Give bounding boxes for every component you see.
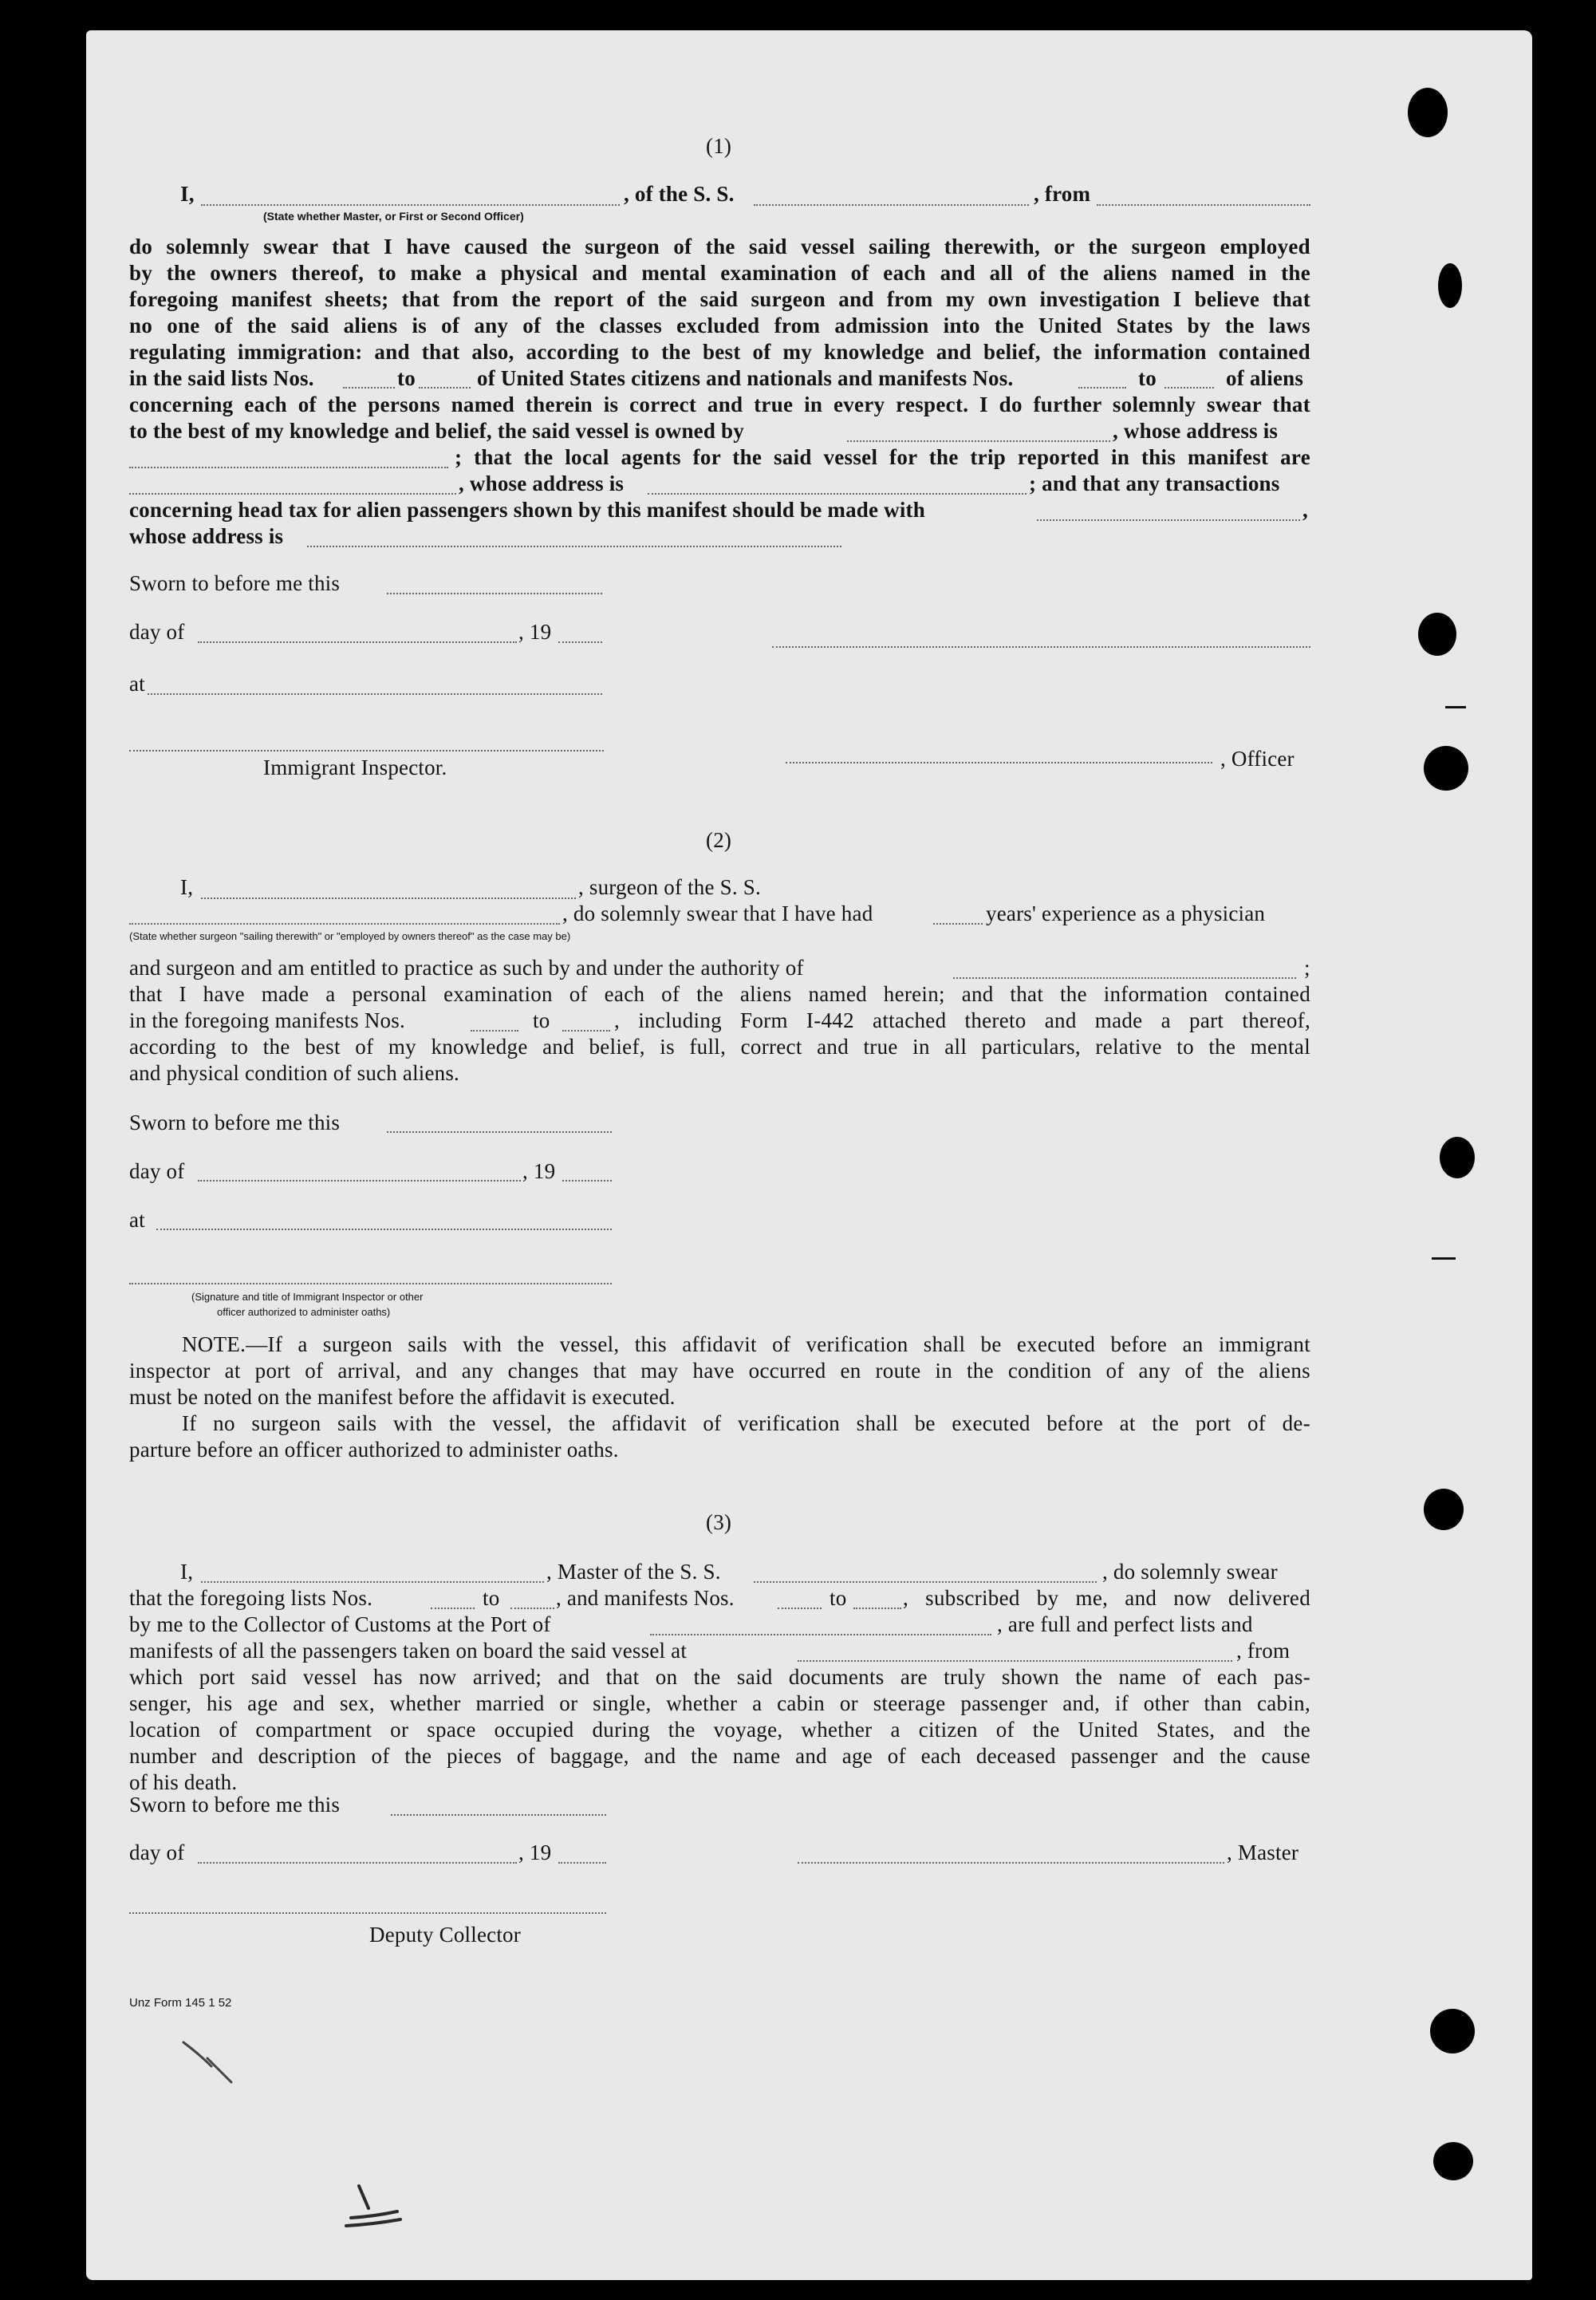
oath-text: I, (180, 875, 194, 899)
note-line: inspector at port of arrival, and any changes that may have occurred en route in the condition of any of the aliens (129, 1359, 1310, 1383)
blank-line (198, 1180, 521, 1182)
oath-text: to (533, 1008, 550, 1032)
blank-line (198, 641, 517, 643)
oath-text: to (1138, 366, 1157, 390)
oath-text: , do solemnly swear (1102, 1560, 1278, 1584)
oath-text: , from (1034, 182, 1091, 206)
oath-line: ; that the local agents for the said vessel for the trip reported in this manifest are (455, 445, 1310, 469)
master-label: , Master (1227, 1840, 1299, 1864)
day-label: day of (129, 620, 185, 644)
oath-text: , (1302, 498, 1308, 522)
blank-line (201, 1581, 544, 1583)
oath-line: no one of the said aliens is of any of the classes excluded from admission into the United States by the laws (129, 314, 1310, 337)
signature-line (129, 1912, 606, 1914)
blank-line (558, 1862, 606, 1864)
year-label: , 19 (518, 620, 552, 644)
oath-text: manifests of all the passengers taken on board the said vessel at (129, 1639, 688, 1663)
blank-line (778, 1608, 822, 1609)
at-label: at (129, 1208, 145, 1232)
blank-line (129, 493, 456, 495)
blank-line (148, 693, 602, 695)
oath-text: in the foregoing manifests Nos. (129, 1008, 405, 1032)
day-label: day of (129, 1840, 185, 1864)
signature-line (129, 1283, 612, 1284)
scan-mark (1445, 706, 1466, 708)
blank-line (129, 923, 560, 925)
blank-line (754, 204, 1029, 206)
blank-line (419, 387, 471, 389)
oath-text: whose address is (129, 524, 284, 548)
binder-hole (32, 767, 56, 795)
blank-line (853, 1608, 901, 1609)
blank-line (343, 387, 395, 389)
oath-text: , Master of the S. S. (546, 1560, 721, 1584)
binder-hole (1418, 613, 1456, 656)
oath-line: by the owners thereof, to make a physical and mental examination of each and all of the aliens named in the (129, 261, 1310, 285)
year-label: , 19 (522, 1159, 556, 1183)
oath-text: of aliens (1226, 366, 1304, 390)
blank-line (129, 467, 448, 468)
oath-text: years' experience as a physician (986, 901, 1266, 925)
oath-line: according to the best of my knowledge and belief, is full, correct and true in all particulars, relative to the mental (129, 1035, 1310, 1059)
oath-text: , are full and perfect lists and (997, 1612, 1253, 1636)
signature-caption: officer authorized to administer oaths) (217, 1306, 391, 1318)
oath-text: of United States citizens and nationals and manifests Nos. (477, 366, 1014, 390)
oath-text: , and manifests Nos. (556, 1586, 735, 1610)
pencil-mark (175, 2034, 255, 2090)
note-line: If no surgeon sails with the vessel, the affidavit of verification shall be executed before at the port of de- (182, 1411, 1310, 1435)
binder-hole (1438, 263, 1462, 308)
oath-text: concerning head tax for alien passengers shown by this manifest should be made with (129, 498, 925, 522)
oath-text: that the foregoing lists Nos. (129, 1586, 373, 1610)
section-number: (1) (706, 134, 732, 158)
oath-text: to (830, 1586, 847, 1610)
officer-label: , Officer (1220, 747, 1295, 771)
oath-text: , of the S. S. (624, 182, 735, 206)
signature-line (798, 1862, 1224, 1864)
oath-line: , subscribed by me, and now delivered (903, 1586, 1310, 1610)
field-caption: (State whether Master, or First or Second Officer) (263, 210, 524, 223)
blank-line (754, 1581, 1097, 1583)
binder-hole (1433, 2142, 1473, 2180)
blank-line (387, 593, 602, 594)
blank-line (562, 1030, 610, 1032)
blank-line (558, 641, 602, 643)
blank-line (431, 1608, 475, 1609)
oath-text: to (483, 1586, 500, 1610)
section-number: (2) (706, 828, 732, 852)
scan-mark (1432, 1257, 1456, 1260)
oath-text: of his death. (129, 1770, 238, 1794)
binder-hole (1424, 1489, 1464, 1530)
signature-line (129, 750, 604, 752)
blank-line (1164, 387, 1214, 389)
binder-hole (1424, 746, 1468, 791)
oath-text: in the said lists Nos. (129, 366, 314, 390)
at-label: at (129, 672, 145, 696)
blank-line (1037, 519, 1300, 521)
blank-line (953, 977, 1296, 979)
pencil-mark (327, 2170, 415, 2258)
oath-text: ; and that any transactions (1029, 471, 1280, 495)
oath-line: location of compartment or space occupied during the voyage, whether a citizen of the United States, and the (129, 1718, 1310, 1742)
field-caption: (State whether surgeon "sailing therewith" or "employed by owners thereof" as the case may be) (129, 930, 571, 942)
blank-line (201, 898, 576, 899)
signature-caption: (Signature and title of Immigrant Inspector or other (191, 1291, 424, 1303)
signature-line (786, 762, 1212, 763)
blank-line (650, 1634, 991, 1635)
oath-text: , do solemnly swear that I have had (562, 901, 873, 925)
binder-hole (1440, 1137, 1475, 1178)
oath-text: by me to the Collector of Customs at the Port of (129, 1612, 551, 1636)
oath-line: which port said vessel has now arrived; and that on the said documents are truly shown the name of each pas- (129, 1665, 1310, 1689)
oath-line: that I have made a personal examination of each of the aliens named herein; and that the information contained (129, 982, 1310, 1006)
oath-text: to (397, 366, 416, 390)
blank-line (798, 1660, 1232, 1662)
note-line: parture before an officer authorized to administer oaths. (129, 1438, 619, 1462)
blank-line (1097, 204, 1310, 206)
deputy-collector-label: Deputy Collector (369, 1923, 521, 1947)
oath-text: and physical condition of such aliens. (129, 1061, 460, 1085)
oath-text: , whose address is (1113, 419, 1279, 443)
section-number: (3) (706, 1510, 732, 1534)
oath-line: regulating immigration: and that also, according to the best of my knowledge and belief, the information contained (129, 340, 1310, 364)
sworn-label: Sworn to before me this (129, 1111, 341, 1134)
oath-text: , whose address is (459, 471, 625, 495)
inspector-label: Immigrant Inspector. (263, 755, 447, 779)
blank-line (198, 1862, 517, 1864)
blank-line (201, 204, 620, 206)
binder-hole (1430, 2009, 1475, 2053)
blank-line (510, 1608, 554, 1609)
blank-line (933, 923, 983, 925)
oath-line: number and description of the pieces of baggage, and the name and age of each deceased passenger and the cause (129, 1744, 1310, 1768)
blank-line (562, 1180, 612, 1182)
signature-line (772, 646, 1310, 648)
binder-hole (1408, 88, 1448, 137)
blank-line (387, 1131, 612, 1133)
oath-text: and surgeon and am entitled to practice as such by and under the authority of (129, 956, 804, 980)
blank-line (307, 546, 841, 547)
oath-line: foregoing manifest sheets; that from the report of the said surgeon and from my own investigation I believe that (129, 287, 1310, 311)
oath-text: to the best of my knowledge and belief, the said vessel is owned by (129, 419, 744, 443)
oath-line: senger, his age and sex, whether married or single, whether a cabin or steerage passenger and, if other than cabin, (129, 1691, 1310, 1715)
day-label: day of (129, 1159, 185, 1183)
oath-text: I, (180, 1560, 194, 1584)
sworn-label: Sworn to before me this (129, 571, 341, 595)
blank-line (156, 1229, 612, 1230)
blank-line (648, 493, 1027, 495)
note-line: NOTE.—If a surgeon sails with the vessel, this affidavit of verification shall be executed before an immigrant (182, 1332, 1310, 1356)
oath-text: , from (1236, 1639, 1291, 1663)
oath-text: , surgeon of the S. S. (578, 875, 761, 899)
sworn-label: Sworn to before me this (129, 1793, 341, 1817)
oath-line: do solemnly swear that I have caused the surgeon of the said vessel sailing therewith, or the surgeon employed (129, 235, 1310, 258)
blank-line (1078, 387, 1126, 389)
oath-line: , including Form I-442 attached thereto and made a part thereof, (614, 1008, 1310, 1032)
note-line: must be noted on the manifest before the affidavit is executed. (129, 1385, 676, 1409)
blank-line (391, 1814, 606, 1816)
form-number: Unz Form 145 1 52 (129, 1996, 232, 2010)
oath-text: ; (1304, 956, 1310, 980)
blank-line (847, 440, 1110, 442)
blank-line (471, 1030, 518, 1032)
oath-line: concerning each of the persons named therein is correct and true in every respect. I do further solemnly swear that (129, 393, 1310, 416)
year-label: , 19 (518, 1840, 552, 1864)
oath-text: I, (180, 182, 195, 206)
